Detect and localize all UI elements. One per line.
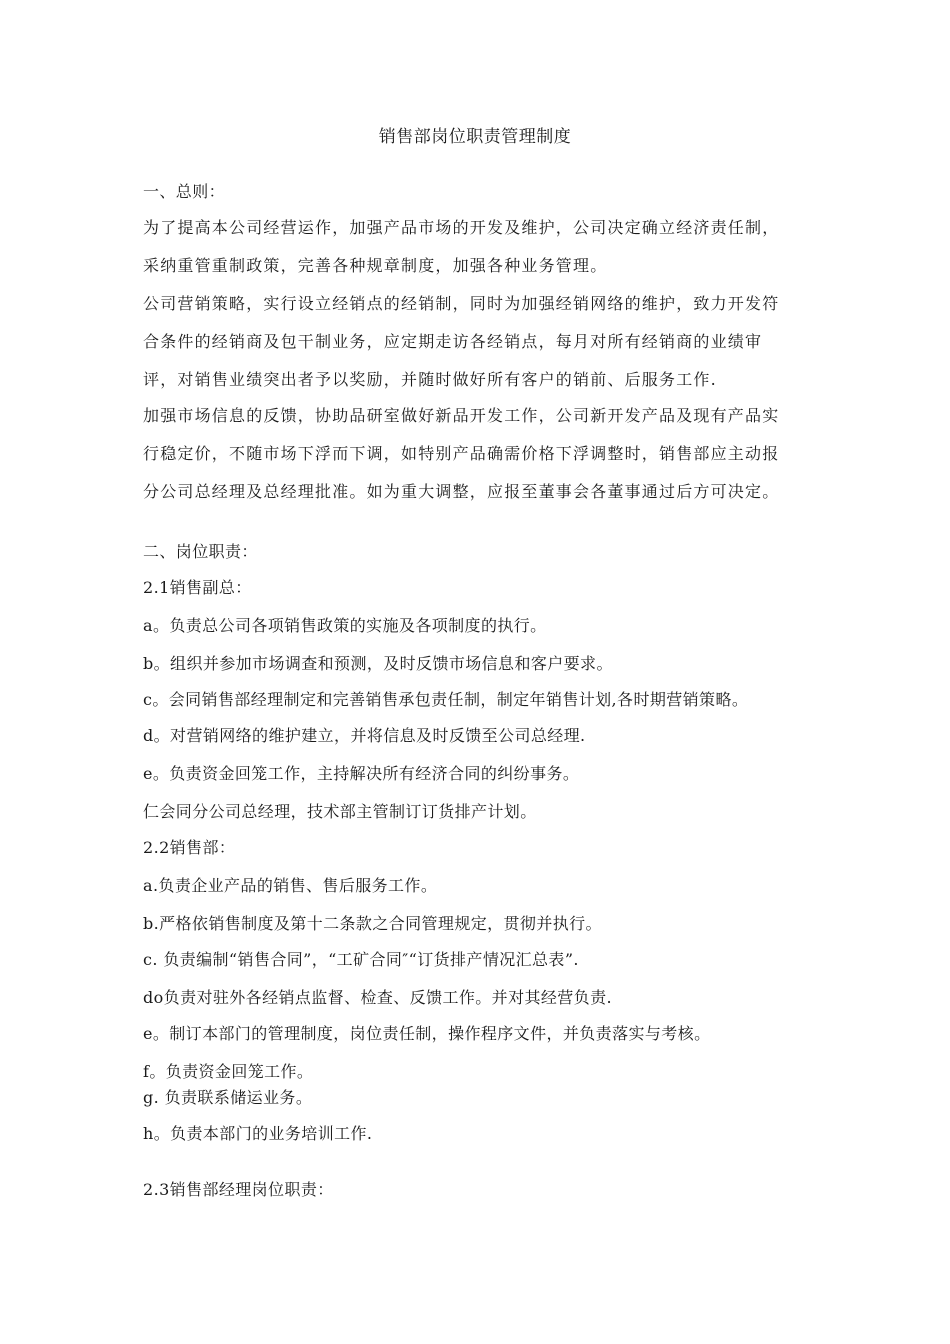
list-item: do负责对驻外各经销点监督、检查、反馈工作。并对其经营负责.	[143, 988, 612, 1007]
list-item: c。会同销售部经理制定和完善销售承包责任制，制定年销售计划,各时期营销策略。	[143, 690, 749, 709]
section-heading-general: 一、总则：	[143, 182, 226, 201]
paragraph-line: 为了提高本公司经营运作，加强产品市场的开发及维护，公司决定确立经济责任制，	[143, 218, 780, 237]
list-item: e。制订本部门的管理制度，岗位责任制，操作程序文件，并负责落实与考核。	[143, 1024, 711, 1043]
document-title: 销售部岗位职责管理制度	[378, 127, 572, 147]
paragraph-line: 加强市场信息的反馈，协助品研室做好新品开发工作，公司新开发产品及现有产品实	[143, 406, 780, 425]
paragraph-line: 评，对销售业绩突出者予以奖励，并随时做好所有客户的销前、后服务工作.	[143, 370, 717, 389]
paragraph-line: 行稳定价，不随市场下浮而下调，如特别产品确需价格下浮调整时，销售部应主动报	[143, 444, 780, 463]
list-item: a.负责企业产品的销售、售后服务工作。	[143, 876, 438, 895]
list-item: g. 负责联系储运业务。	[143, 1088, 313, 1107]
list-item: h。负责本部门的业务培训工作.	[143, 1124, 373, 1143]
section-heading-duties: 二、岗位职责：	[143, 542, 258, 561]
paragraph-line: 公司营销策略，实行设立经销点的经销制，同时为加强经销网络的维护，致力开发符	[143, 294, 780, 313]
paragraph-line: 采纳重管重制政策，完善各种规章制度，加强各种业务管理。	[143, 256, 608, 275]
list-item: c. 负责编制“销售合同”，“工矿合同″“订货排产情况汇总表”.	[143, 950, 579, 969]
list-item: b.严格依销售制度及第十二条款之合同管理规定，贯彻并执行。	[143, 914, 602, 933]
subsection-heading: 2.1销售副总：	[143, 578, 252, 597]
list-item: e。负责资金回笼工作，主持解决所有经济合同的纠纷事务。	[143, 764, 580, 783]
paragraph-line: 分公司总经理及总经理批准。如为重大调整，应报至董事会各董事通过后方可决定。	[143, 482, 780, 501]
list-item: f。负责资金回笼工作。	[143, 1062, 314, 1081]
list-item: b。组织并参加市场调查和预测，及时反馈市场信息和客户要求。	[143, 654, 613, 673]
list-item: 仁会同分公司总经理，技术部主管制订订货排产计划。	[143, 802, 537, 821]
subsection-heading: 2.3销售部经理岗位职责：	[143, 1180, 334, 1199]
list-item: a。负责总公司各项销售政策的实施及各项制度的执行。	[143, 616, 547, 635]
paragraph-line: 合条件的经销商及包干制业务，应定期走访各经销点，每月对所有经销商的业绩审	[143, 332, 763, 351]
subsection-heading: 2.2销售部：	[143, 838, 236, 857]
list-item: d。对营销网络的维护建立，并将信息及时反馈至公司总经理.	[143, 726, 586, 745]
